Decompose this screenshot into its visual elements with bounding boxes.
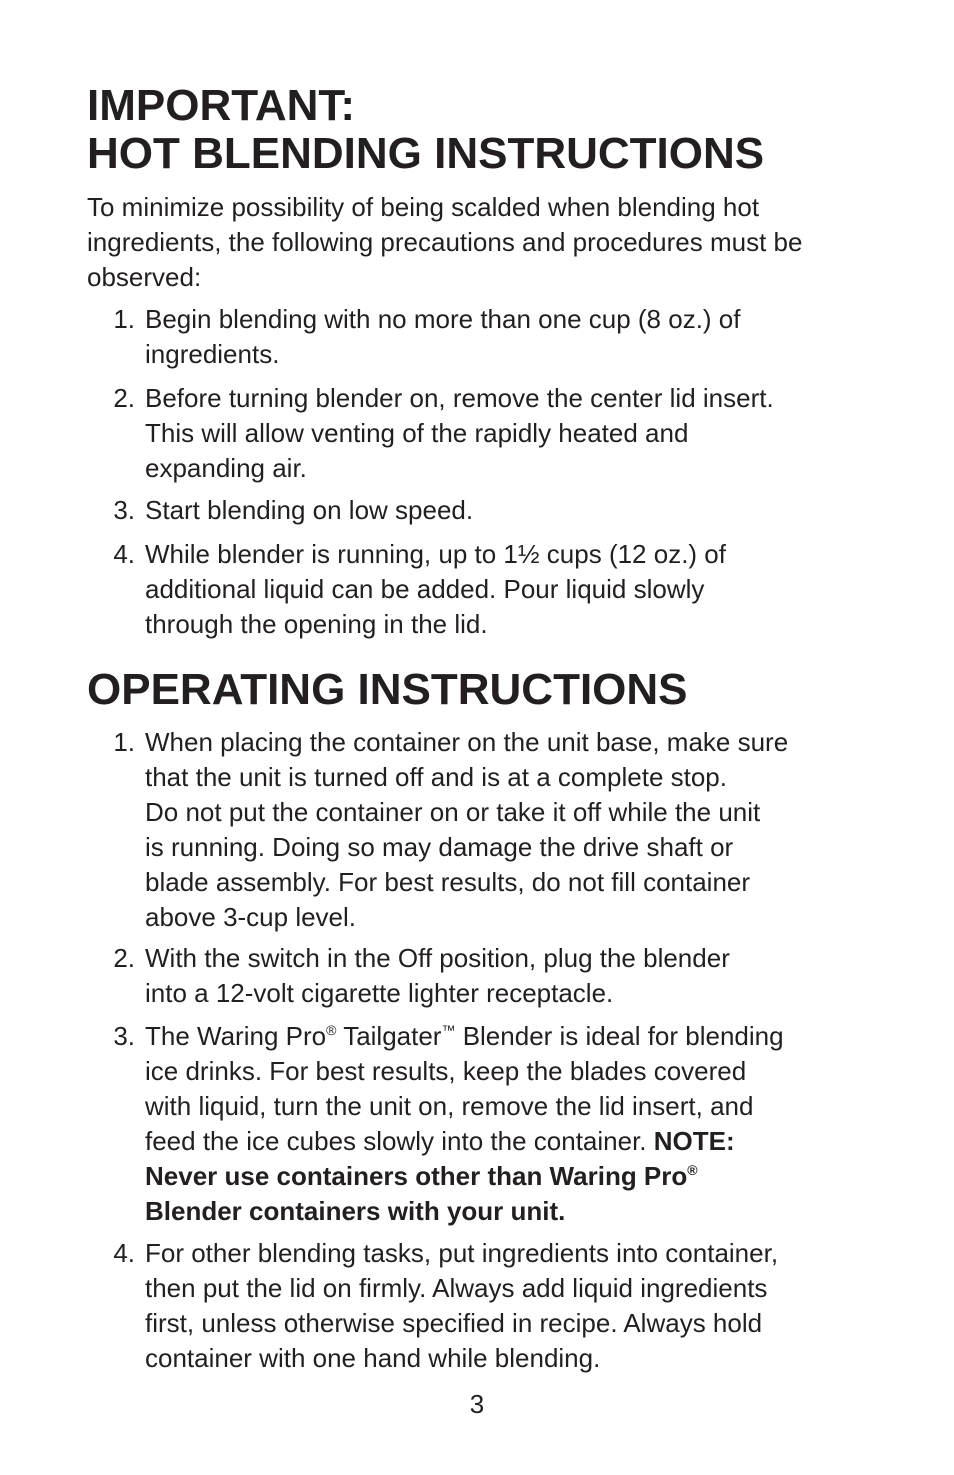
step-line: This will allow venting of the rapidly heated and — [145, 418, 689, 448]
operating-step-1 — [113, 725, 885, 935]
operating-step-2 — [113, 941, 875, 1011]
hot-blending-title-line2: HOT BLENDING INSTRUCTIONS — [87, 129, 765, 178]
step-number: 2. — [113, 943, 135, 973]
hot-step-1 — [113, 302, 875, 372]
step-line: Begin blending with no more than one cup (8 oz.) of — [145, 304, 741, 334]
registered-mark: ® — [687, 1162, 698, 1178]
text-fragment: Blender is ideal for blending — [455, 1021, 784, 1051]
operating-step-4 — [113, 1236, 875, 1376]
step-number: 3. — [113, 495, 135, 525]
step-line: through the opening in the lid. — [145, 609, 488, 639]
step-line: additional liquid can be added. Pour liquid slowly — [145, 574, 705, 604]
step-line: Before turning blender on, remove the center lid insert. — [145, 383, 774, 413]
step-line: Start blending on low speed. — [145, 495, 474, 525]
step-line: first, unless otherwise specified in recipe. Always hold — [145, 1308, 763, 1338]
step-line: that the unit is turned off and is at a complete stop. — [145, 762, 727, 792]
note-line — [145, 1159, 875, 1194]
hot-step-3 — [113, 493, 875, 528]
step-number: 2. — [113, 383, 135, 413]
step-line: When placing the container on the unit base, make sure — [145, 727, 789, 757]
hot-step-2 — [113, 381, 875, 486]
step-line: ice drinks. For best results, keep the blades covered — [145, 1056, 747, 1086]
step-line: into a 12-volt cigarette lighter receptacle. — [145, 978, 614, 1008]
step-line: ingredients. — [145, 339, 280, 369]
step-number: 1. — [113, 727, 135, 757]
step-line: For other blending tasks, put ingredients into container, — [145, 1238, 779, 1268]
text-fragment: Never use containers other than Waring Pro — [145, 1161, 688, 1191]
step-line: then put the lid on firmly. Always add liquid ingredients — [145, 1273, 768, 1303]
step-number: 4. — [113, 539, 135, 569]
step-line — [145, 1019, 875, 1054]
registered-mark: ® — [326, 1022, 337, 1038]
step-line: above 3-cup level. — [145, 902, 357, 932]
hot-blending-title-line1: IMPORTANT: — [87, 81, 356, 130]
operating-instructions-title: OPERATING INSTRUCTIONS — [87, 665, 688, 714]
step-line: with liquid, turn the unit on, remove the lid insert, and — [145, 1091, 754, 1121]
step-line: Do not put the container on or take it off while the unit — [145, 797, 761, 827]
text-fragment: feed the ice cubes slowly into the container. — [145, 1126, 654, 1156]
note-label: NOTE: — [653, 1126, 735, 1156]
page-number: 3 — [469, 1389, 485, 1419]
trademark-mark: ™ — [441, 1022, 456, 1038]
hot-step-4 — [113, 537, 875, 642]
step-line: While blender is running, up to 1½ cups (12 oz.) of — [145, 539, 726, 569]
step-line: With the switch in the Off position, plug the blender — [145, 943, 730, 973]
hot-blending-intro: To minimize possibility of being scalded when blending hot ingredients, the following precautions and procedures must be observed: — [87, 192, 803, 292]
step-line: blade assembly. For best results, do not fill container — [145, 867, 751, 897]
text-fragment: The Waring Pro — [145, 1021, 327, 1051]
step-line: expanding air. — [145, 453, 307, 483]
step-number: 4. — [113, 1238, 135, 1268]
step-line: is running. Doing so may damage the drive shaft or — [145, 832, 734, 862]
step-number: 1. — [113, 304, 135, 334]
step-line — [145, 1124, 875, 1159]
step-number: 3. — [113, 1021, 135, 1051]
text-fragment: Tailgater — [336, 1021, 442, 1051]
operating-step-3 — [113, 1019, 875, 1229]
step-line: container with one hand while blending. — [145, 1343, 601, 1373]
note-line: Blender containers with your unit. — [145, 1196, 566, 1226]
